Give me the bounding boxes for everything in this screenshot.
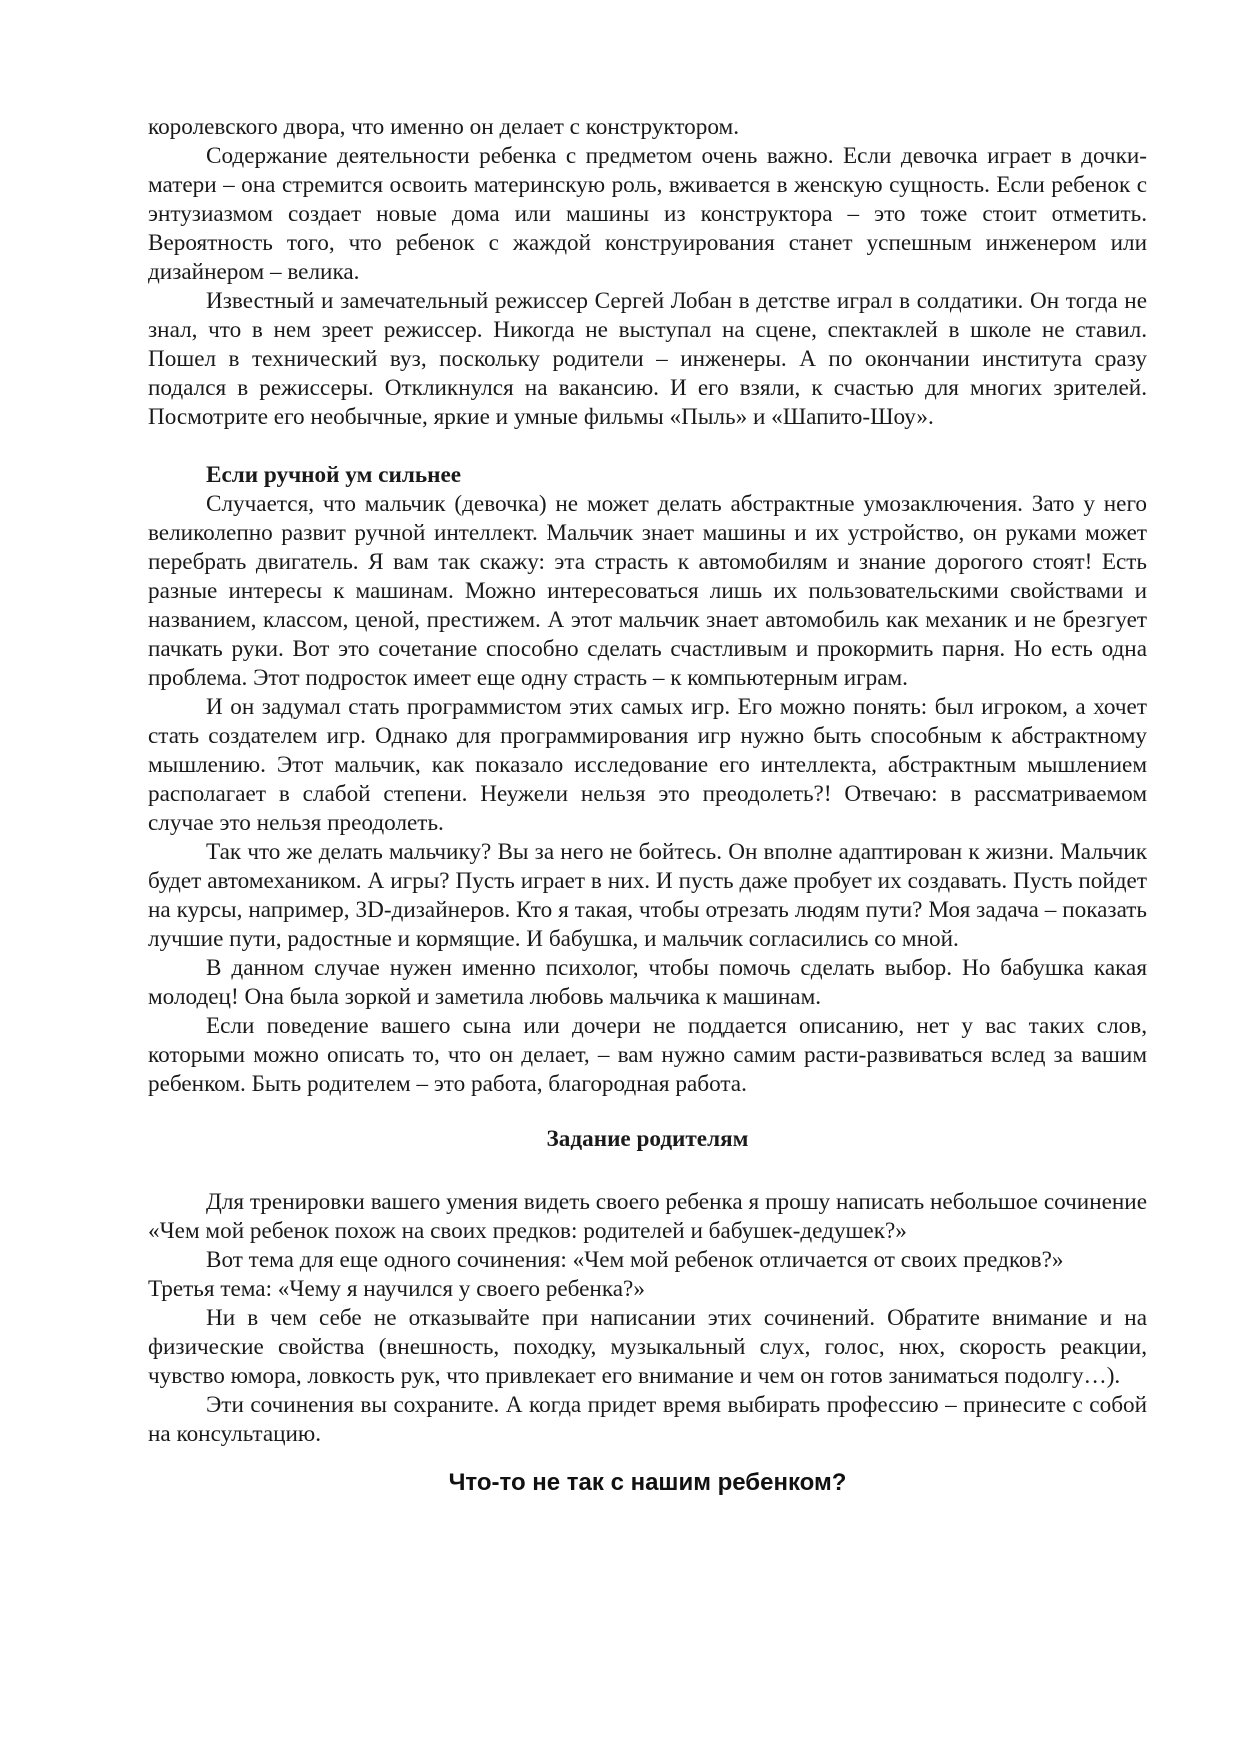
manual-mind-paragraph-1: Случается, что мальчик (девочка) не может делать абстрактные умозаключения. Зато у него великолепно развит ручной интеллект. Мальчик знает машины и их устройство, он руками может перебрать двигатель. Я вам так скажу: эта страсть к автомобилям и знание дорогого стоят! Есть разные интересы к машинам. Можно интересоваться лишь их пользовательскими свойствами и названием, классом, ценой, престижем. А этот мальчик знает автомобиль как механик и не брезгует пачкать руки. Вот это сочетание способно сделать счастливым и прокормить парня. Но есть одна проблема. Этот подросток имеет еще одну страсть – к компьютерным играм. xyxy=(148,491,1147,691)
parents-task-paragraph-2-continuation: Третья тема: «Чему я научился у своего ребенка?» xyxy=(148,1276,645,1302)
manual-mind-paragraph-2: И он задумал стать программистом этих самых игр. Его можно понять: был игроком, а хочет стать создателем игр. Однако для программирования игр нужно быть способным к абстрактному мышлению. Этот мальчик, как показало исследование его интеллекта, абстрактным мышлением располагает в слабой степени. Неужели нельзя это преодолеть?! Отвечаю: в рассматриваемом случае это нельзя преодолеть. xyxy=(148,694,1147,836)
manual-mind-paragraph-4: В данном случае нужен именно психолог, чтобы помочь сделать выбор. Но бабушка какая молодец! Она была зоркой и заметила любовь мальчика к машинам. xyxy=(148,955,1147,1010)
document-page xyxy=(148,113,1147,1499)
parents-task-paragraph-2: Вот тема для еще одного сочинения: «Чем мой ребенок отличается от своих предков?» xyxy=(206,1247,1064,1273)
manual-mind-paragraph-3: Так что же делать мальчику? Вы за него не бойтесь. Он вполне адаптирован к жизни. Мальчик будет автомехаником. А игры? Пусть играет в них. И пусть даже пробует их создавать. Пусть пойдет на курсы, например, 3D-дизайнеров. Кто я такая, чтобы отрезать людям пути? Моя задача – показать лучшие пути, радостные и кормящие. И бабушка, и мальчик согласились со мной. xyxy=(148,839,1147,952)
parents-task-paragraph-4: Эти сочинения вы сохраните. А когда придет время выбирать профессию – принесите с собой на консультацию. xyxy=(148,1392,1147,1447)
next-section-title: Что-то не так с нашим ребенком? xyxy=(448,1469,847,1496)
manual-mind-paragraph-5: Если поведение вашего сына или дочери не поддается описанию, нет у вас таких слов, которыми можно описать то, что он делает, – вам нужно самим расти-развиваться вслед за вашим ребенком. Быть родителем – это работа, благородная работа. xyxy=(148,1013,1147,1097)
intro-continuation: королевского двора, что именно он делает с конструктором. xyxy=(148,114,739,140)
parents-task-paragraph-3: Ни в чем себе не отказывайте при написании этих сочинений. Обратите внимание и на физические свойства (внешность, походку, музыкальный слух, голос, нюх, скорость реакции, чувство юмора, ловкость рук, что привлекает его внимание и чем он готов заниматься подолгу…). xyxy=(148,1305,1147,1389)
parents-task-paragraph-1: Для тренировки вашего умения видеть своего ребенка я прошу написать небольшое сочинение «Чем мой ребенок похож на своих предков: родителей и бабушек-дедушек?» xyxy=(148,1189,1147,1244)
manual-mind-heading: Если ручной ум сильнее xyxy=(206,462,462,488)
intro-paragraph-loban: Известный и замечательный режиссер Сергей Лобан в детстве играл в солдатики. Он тогда не знал, что в нем зреет режиссер. Никогда не выступал на сцене, спектаклей в школе не ставил. Пошел в технический вуз, поскольку родители – инженеры. А по окончании института сразу подался в режиссеры. Откликнулся на вакансию. И его взяли, к счастью для многих зрителей. Посмотрите его необычные, яркие и умные фильмы «Пыль» и «Шапито-Шоу». xyxy=(148,288,1147,430)
intro-paragraph-activity: Содержание деятельности ребенка с предметом очень важно. Если девочка играет в дочки-матери – она стремится освоить материнскую роль, вживается в женскую сущность. Если ребенок с энтузиазмом создает новые дома или машины из конструктора – это тоже стоит отметить. Вероятность того, что ребенок с жаждой конструирования станет успешным инженером или дизайнером – велика. xyxy=(148,143,1147,285)
parents-task-heading: Задание родителям xyxy=(546,1126,749,1152)
